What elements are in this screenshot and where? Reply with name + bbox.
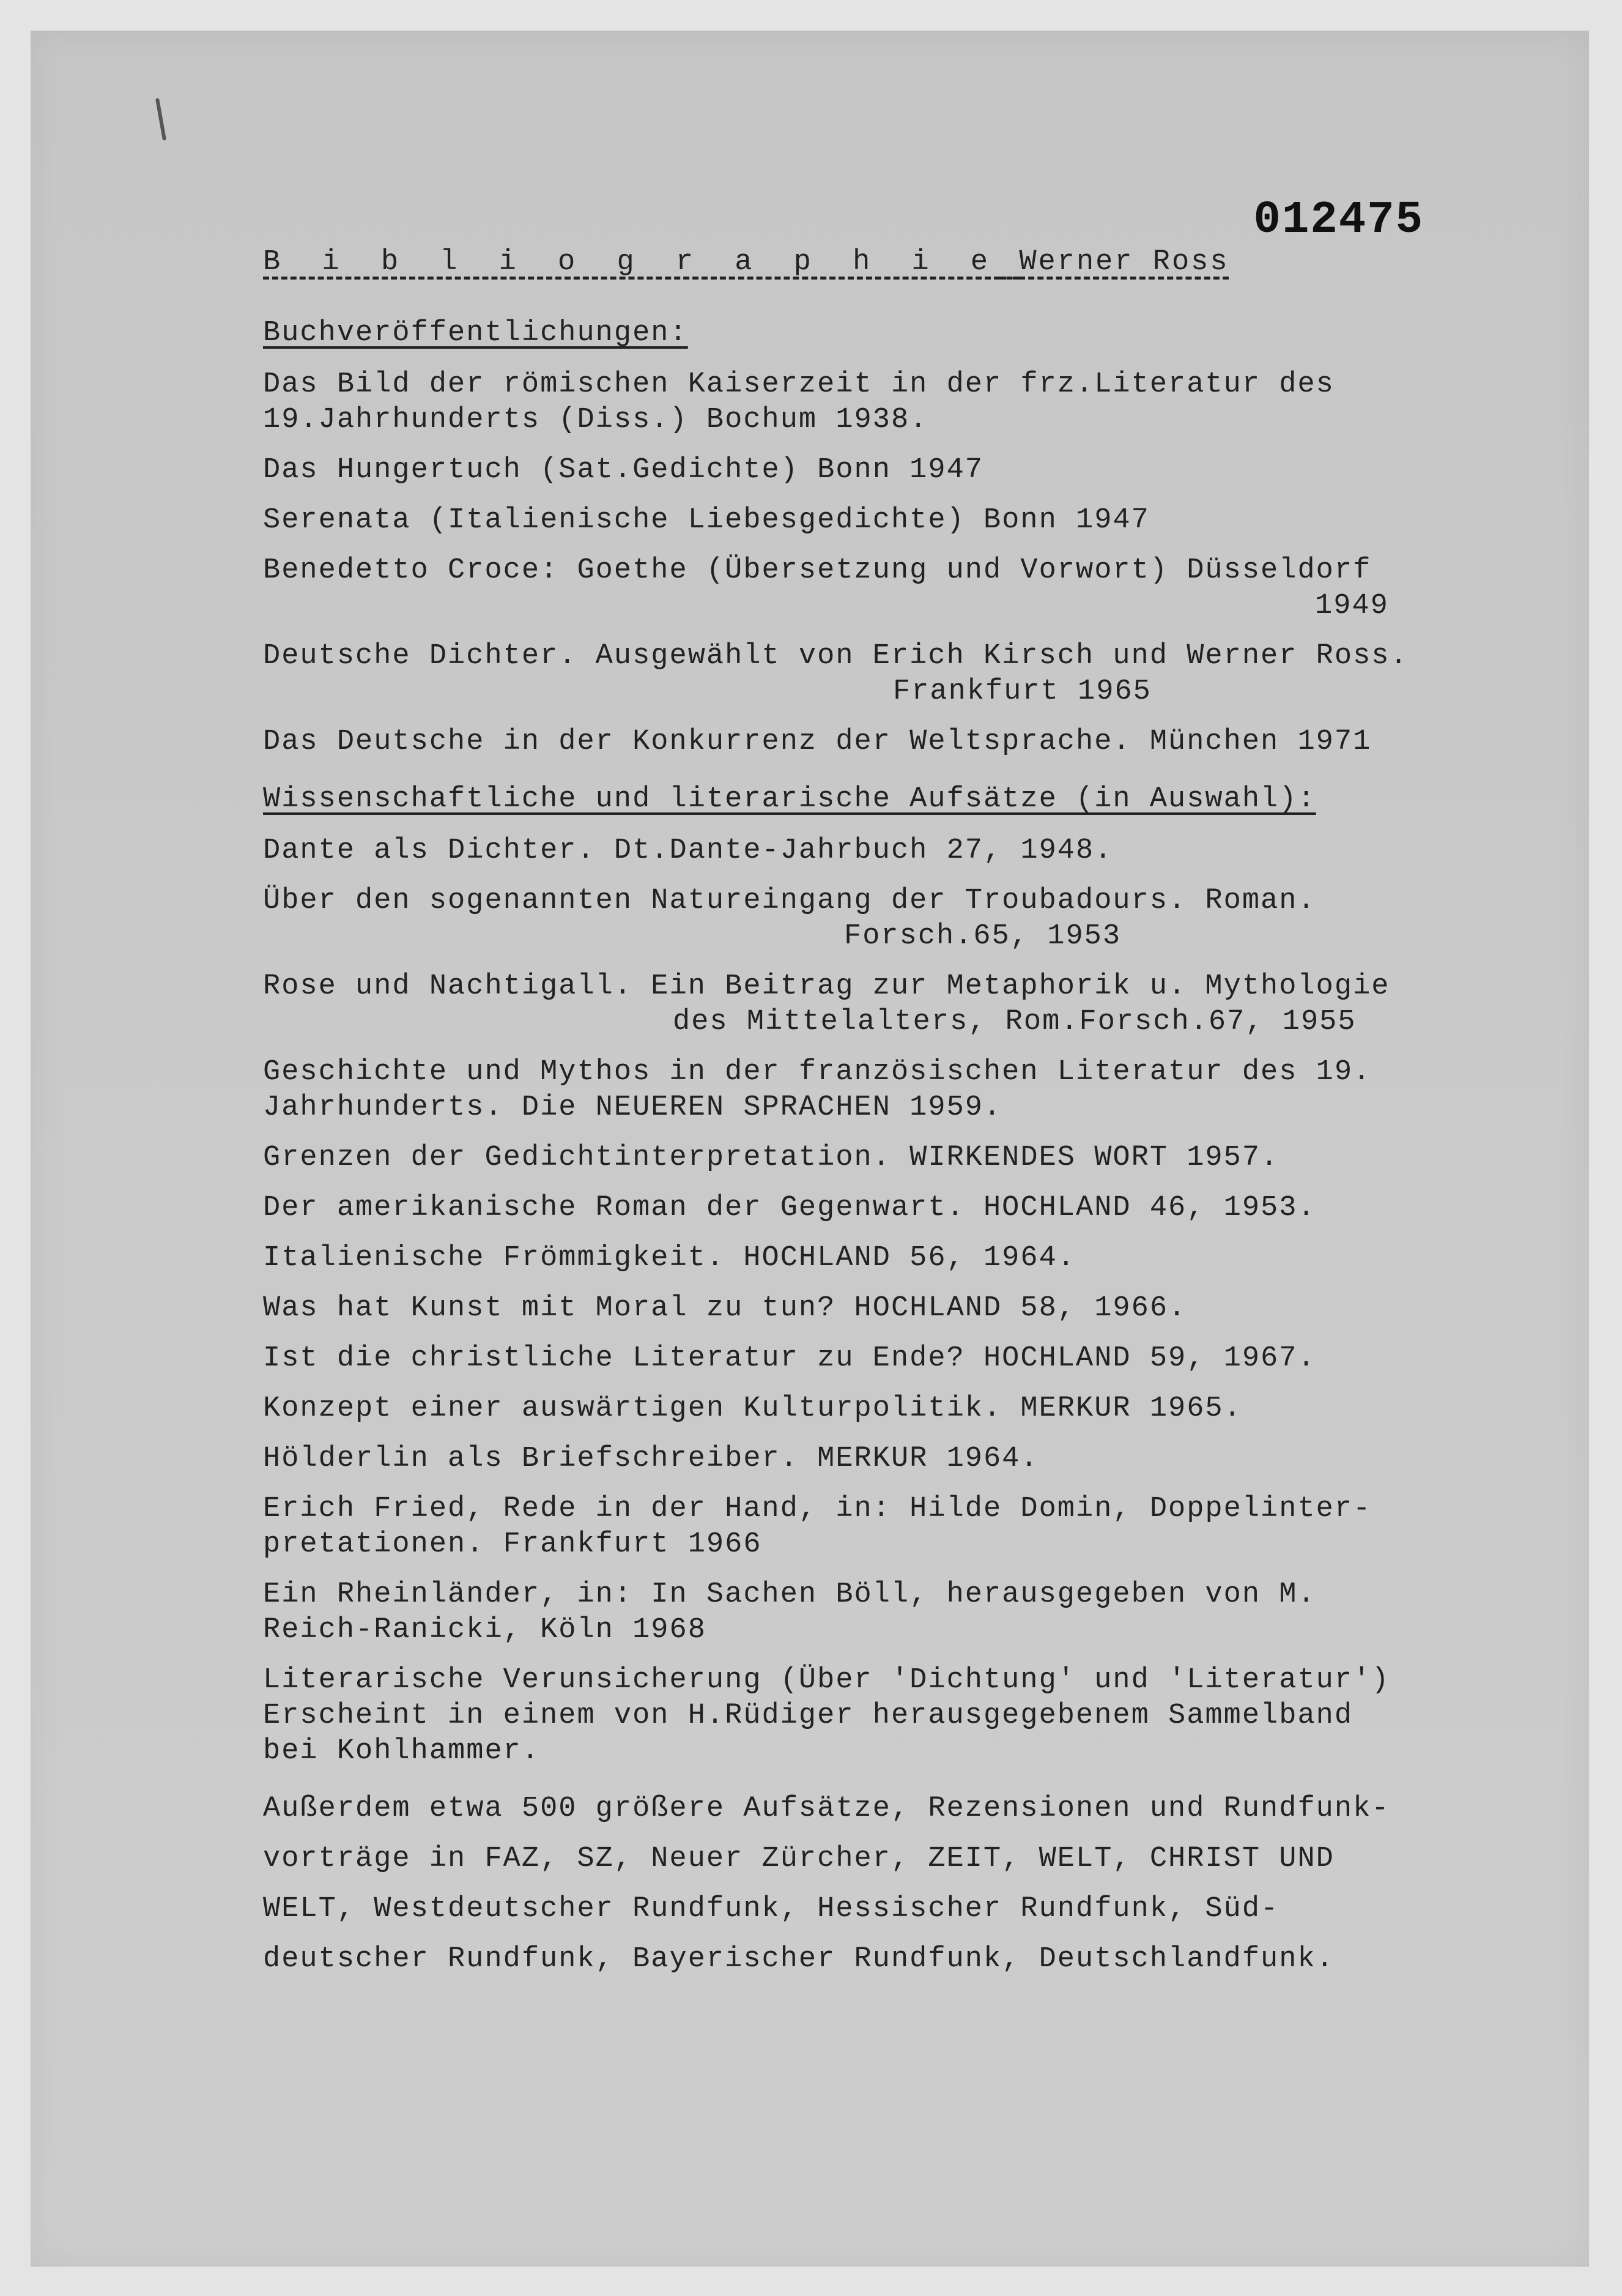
entry-continuation: Forsch.65, 1953	[844, 920, 1122, 953]
list-item	[263, 1241, 1498, 1276]
list-item	[263, 1291, 1498, 1326]
list-item	[263, 883, 1498, 954]
entry-continuation: 1949	[1315, 590, 1389, 622]
entry-text: Erich Fried, Rede in der Hand, in: Hilde Domin, Doppelinter- pretationen. Frankfurt 1966	[263, 1493, 1372, 1561]
list-item	[263, 724, 1498, 760]
entry-text: Hölderlin als Briefschreiber. MERKUR 1964.	[263, 1443, 1039, 1475]
book-list	[263, 367, 1498, 760]
document-page	[31, 31, 1589, 2267]
list-item	[263, 969, 1498, 1040]
entry-text: Ein Rheinländer, in: In Sachen Böll, herausgegeben von M. Reich-Ranicki, Köln 1968	[263, 1578, 1316, 1646]
section-heading-essays: Wissenschaftliche und literarische Aufsätze (in Auswahl):	[263, 783, 1316, 815]
list-item	[263, 1055, 1498, 1126]
entry-text: Ist die christliche Literatur zu Ende? HOCHLAND 59, 1967.	[263, 1342, 1316, 1375]
entry-text: Serenata (Italienische Liebesgedichte) Bonn 1947	[263, 504, 1150, 537]
bibliography-content	[263, 245, 1498, 1999]
list-item	[263, 553, 1498, 624]
entry-text: Benedetto Croce: Goethe (Übersetzung und Vorwort) Düsseldorf	[263, 554, 1372, 587]
entry-text: Was hat Kunst mit Moral zu tun? HOCHLAND 58, 1966.	[263, 1292, 1187, 1324]
entry-text: Konzept einer auswärtigen Kulturpolitik. MERKUR 1965.	[263, 1392, 1242, 1425]
page-title	[263, 245, 1498, 280]
section-heading-books: Buchveröffentlichungen:	[263, 317, 688, 349]
list-item	[263, 1441, 1498, 1477]
list-item	[263, 1663, 1498, 1769]
list-item	[263, 1341, 1498, 1376]
document-id: 012475	[1253, 195, 1424, 246]
list-item	[263, 1577, 1498, 1648]
entry-text: Der amerikanische Roman der Gegenwart. HOCHLAND 46, 1953.	[263, 1192, 1316, 1224]
list-item	[263, 453, 1498, 488]
entry-text: Literarische Verunsicherung (Über 'Dichtung' und 'Literatur') Erscheint in einem von H.Rüdiger herausgegebenem Sammelband bei Kohlhammer.	[263, 1664, 1390, 1767]
entry-text: Italienische Frömmigkeit. HOCHLAND 56, 1964.	[263, 1242, 1076, 1274]
entry-text: Das Hungertuch (Sat.Gedichte) Bonn 1947	[263, 454, 983, 486]
entry-text: Über den sogenannten Natureingang der Troubadours. Roman.	[263, 885, 1316, 917]
entry-continuation: des Mittelalters, Rom.Forsch.67, 1955	[673, 1006, 1357, 1038]
entry-text: Geschichte und Mythos in der französischen Literatur des 19. Jahrhunderts. Die NEUEREN SPRACHEN 1959.	[263, 1056, 1372, 1124]
list-item	[263, 367, 1498, 438]
entry-text: Deutsche Dichter. Ausgewählt von Erich Kirsch und Werner Ross.	[263, 640, 1409, 672]
list-item	[263, 833, 1498, 869]
entry-text: Dante als Dichter. Dt.Dante-Jahrbuch 27, 1948.	[263, 834, 1113, 867]
essay-list	[263, 833, 1498, 1769]
entry-text: Rose und Nachtigall. Ein Beitrag zur Metaphorik u. Mythologie	[263, 970, 1390, 1003]
list-item	[263, 639, 1498, 710]
entry-text: Das Bild der römischen Kaiserzeit in der frz.Literatur des 19.Jahrhunderts (Diss.) Bochum 1938.	[263, 368, 1335, 436]
closing-paragraph: Außerdem etwa 500 größere Aufsätze, Rezensionen und Rundfunk- vorträge in FAZ, SZ, Neuer Zürcher, ZEIT, WELT, CHRIST UND WELT, Westdeutscher Rundfunk, Hessischer Rundfunk, Süd- deutscher Rundfunk, Bayerischer Rundfunk, Deutschlandfunk.	[263, 1793, 1390, 1975]
title-prefix: B i b l i o g r a p h i e	[263, 246, 1001, 278]
entry-continuation: Frankfurt 1965	[893, 675, 1152, 708]
list-item	[263, 1140, 1498, 1176]
title-name: Werner Ross	[1019, 246, 1229, 278]
list-item	[263, 1492, 1498, 1562]
pencil-mark	[155, 98, 166, 141]
list-item	[263, 1191, 1498, 1226]
entry-text: Das Deutsche in der Konkurrenz der Weltsprache. München 1971	[263, 726, 1372, 758]
list-item	[263, 1391, 1498, 1427]
entry-text: Grenzen der Gedichtinterpretation. WIRKENDES WORT 1957.	[263, 1142, 1279, 1174]
list-item	[263, 503, 1498, 538]
